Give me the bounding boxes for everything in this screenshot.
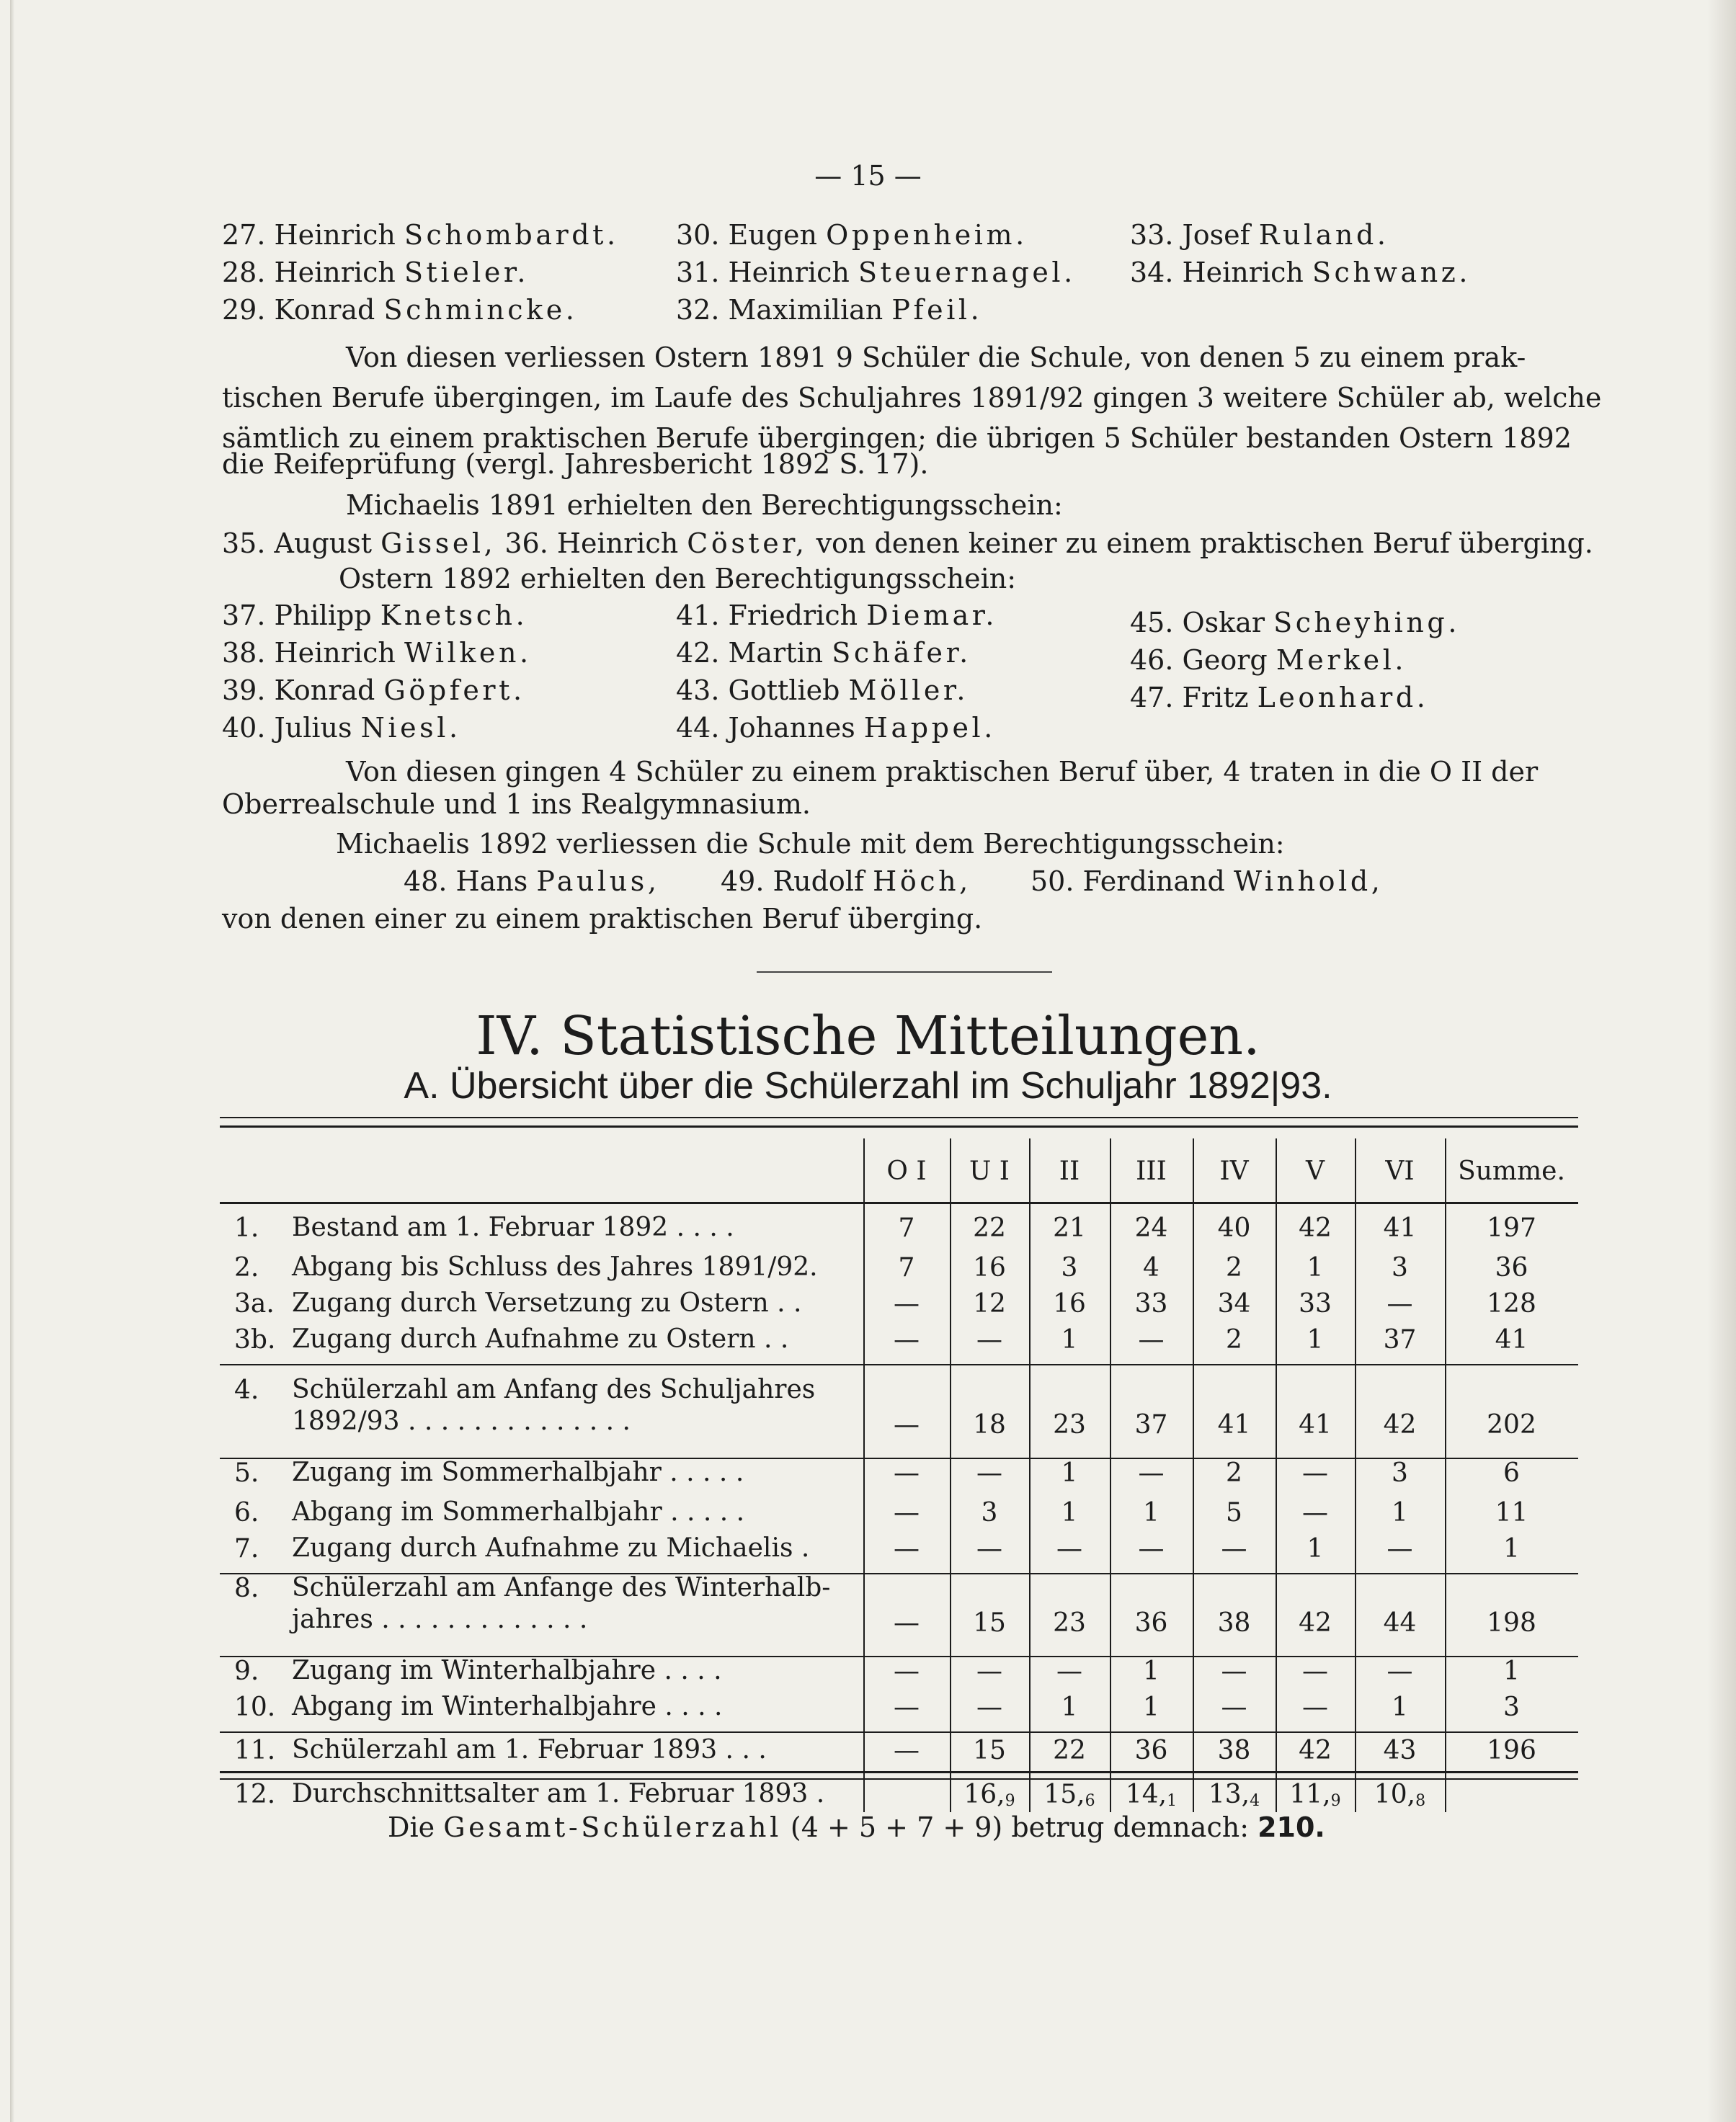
name-47-given: 47. Fritz (1130, 682, 1249, 713)
row-5-col-6: 42 (1383, 1410, 1417, 1440)
age-col-4: $13,_4$ (1208, 1780, 1260, 1810)
row-11-col-7: 3 (1503, 1693, 1520, 1722)
row-2-col-7: 36 (1495, 1253, 1528, 1283)
row-3-col-7: 128 (1487, 1289, 1536, 1319)
row-8-col-7: 1 (1503, 1534, 1520, 1564)
row-9-col-6: 44 (1383, 1608, 1417, 1638)
row-12-col-4: 38 (1217, 1736, 1251, 1765)
row-2-col-2: 3 (1061, 1253, 1078, 1283)
column-rule-0 (863, 1138, 865, 1812)
age-value-1: 16 (963, 1780, 997, 1809)
row-12-col-5: 42 (1299, 1736, 1332, 1765)
row-9-col-1: 15 (973, 1608, 1006, 1638)
age-col-2: $15,_6$ (1043, 1780, 1095, 1810)
name-37-given: 37. Philipp (222, 599, 372, 631)
age-value-5: 11 (1289, 1780, 1323, 1809)
name-43-entry (676, 672, 969, 709)
row-3-col-1: 12 (973, 1289, 1006, 1319)
row-6-col-7: 6 (1503, 1458, 1520, 1488)
row-10-col-1: — (976, 1657, 1002, 1686)
name-43-given: 43. Gottlieb (676, 674, 840, 706)
row-number-9: 8. (234, 1574, 259, 1603)
column-rule-3 (1110, 1138, 1111, 1812)
row-11-col-4: — (1221, 1693, 1247, 1722)
name-47-surname: Leonhard. (1257, 682, 1429, 713)
column-header-3: III (1136, 1156, 1167, 1186)
name-30-surname: Oppenheim. (826, 219, 1028, 251)
row-12-col-6: 43 (1383, 1736, 1417, 1765)
column-rule-2 (1029, 1138, 1031, 1812)
row-6-col-2: 1 (1061, 1458, 1078, 1488)
row-number-4: 3b. (234, 1325, 276, 1355)
row-7-col-4: 5 (1226, 1498, 1242, 1528)
row-6-col-0: — (894, 1458, 920, 1488)
section-divider (757, 971, 1052, 973)
row-separator-4 (220, 1364, 1578, 1365)
row-10-col-2: — (1056, 1657, 1082, 1686)
column-header-4: IV (1219, 1156, 1249, 1186)
row-12-col-3: 36 (1134, 1736, 1168, 1765)
name-42-entry (676, 634, 971, 672)
name-45-surname: Scheyhing. (1273, 607, 1460, 638)
row-2-col-6: 3 (1392, 1253, 1408, 1283)
michaelis-1892-heading: Michaelis 1892 verliessen die Schule mit dem Berechtigungsschein: (336, 828, 1285, 860)
table-header-rule (220, 1202, 1578, 1204)
row-8-col-0: — (894, 1534, 920, 1564)
total-prefix: Die (388, 1811, 435, 1843)
column-header-6: VI (1385, 1156, 1415, 1186)
row-7-col-2: 1 (1061, 1498, 1078, 1528)
row-5-col-3: 37 (1134, 1410, 1168, 1440)
name-37-entry (222, 597, 528, 634)
ostern-1892-heading: Ostern 1892 erhielten den Berechtigungsschein: (339, 563, 1017, 594)
row-1-col-3: 24 (1134, 1213, 1168, 1243)
row-12-col-7: 196 (1487, 1736, 1536, 1765)
age-value-4: 13 (1208, 1780, 1242, 1809)
name-43-surname: Möller. (848, 674, 969, 706)
row-7-col-3: 1 (1143, 1498, 1159, 1528)
row-1-col-1: 22 (973, 1213, 1006, 1243)
name-29-given: 29. Konrad (222, 294, 375, 326)
column-header-2: II (1059, 1156, 1080, 1186)
age-col-1: $16,_9$ (963, 1780, 1015, 1810)
name-41-given: 41. Friedrich (676, 599, 858, 631)
row-11-col-1: — (976, 1693, 1002, 1722)
closing-line: von denen einer zu einem praktischen Beruf überging. (222, 903, 983, 935)
row-8-col-4: — (1221, 1534, 1247, 1564)
row-label-12: Durchschnittsalter am 1. Februar 1893 . (292, 1779, 825, 1809)
name-50-surname: Winhold, (1233, 865, 1384, 897)
row-number-7: 6. (234, 1498, 259, 1528)
row-11-col-2: 1 (1061, 1693, 1078, 1722)
name-39-given: 39. Konrad (222, 674, 375, 706)
row-9-col-5: 42 (1299, 1608, 1332, 1638)
age-value-3: 14 (1125, 1780, 1159, 1809)
column-header-1: U I (969, 1156, 1010, 1186)
row-4-col-7: 41 (1495, 1325, 1528, 1355)
row-4-col-3: — (1138, 1325, 1165, 1355)
total-formula: (4 + 5 + 7 + 9) betrug demnach: (790, 1811, 1249, 1843)
name-39-surname: Göpfert. (383, 674, 525, 706)
name-49-surname: Höch, (873, 865, 971, 897)
name-45-given: 45. Oskar (1130, 607, 1265, 638)
subsection-title: A. Übersicht über die Schülerzahl im Schuljahr 1892|93. (404, 1065, 1332, 1107)
row-7-col-5: — (1302, 1498, 1328, 1528)
row-6-col-4: 2 (1226, 1458, 1242, 1488)
name-39-entry (222, 672, 525, 709)
name-48-entry (404, 862, 660, 900)
row-number-11: 10. (234, 1693, 276, 1722)
name-49-given: 49. Rudolf (721, 865, 865, 897)
row-6-col-5: — (1302, 1458, 1328, 1488)
name-28-given: 28. Heinrich (222, 257, 396, 288)
name-49-entry (721, 862, 971, 900)
row-11-col-3: 1 (1143, 1693, 1159, 1722)
row-3-col-2: 16 (1053, 1289, 1086, 1319)
row-12-col-2: 22 (1053, 1736, 1086, 1765)
name-40-given: 40. Julius (222, 712, 352, 744)
row-5-col-0: — (894, 1410, 920, 1440)
row-10-col-5: — (1302, 1657, 1328, 1686)
row-3-col-4: 34 (1217, 1289, 1251, 1319)
row-3-col-3: 33 (1134, 1289, 1168, 1319)
row-number-2: 2. (234, 1253, 259, 1283)
name-31-given: 31. Heinrich (676, 257, 850, 288)
name-37-surname: Knetsch. (380, 599, 528, 631)
para1-line-3: sämtlich zu einem praktischen Berufe übergingen; die übrigen 5 Schüler bestanden Ostern 1892 (222, 422, 1572, 454)
row-4-col-5: 1 (1307, 1325, 1324, 1355)
gissel-name: Gissel, (380, 527, 497, 559)
row-number-12: 12. (234, 1780, 276, 1809)
age-col-6: $10,_8$ (1374, 1780, 1426, 1810)
row-11-col-5: — (1302, 1693, 1328, 1722)
column-rule-6 (1355, 1138, 1356, 1812)
name-28-surname: Stieler. (404, 257, 530, 288)
row-label-7-0: Abgang im Sommerhalbjahr . . . . . (292, 1497, 745, 1527)
row-4-col-6: 37 (1383, 1325, 1417, 1355)
row-8-col-5: 1 (1307, 1534, 1324, 1564)
row-number-1: 1. (234, 1213, 259, 1243)
name-31-entry (676, 254, 1076, 291)
age-decimal-5: 9 (1330, 1792, 1341, 1810)
row-label-8-0: Zugang durch Aufnahme zu Michaelis . (292, 1533, 810, 1563)
row-number-10: 9. (234, 1657, 259, 1686)
row-6-col-3: — (1138, 1458, 1165, 1488)
row-label-4-0: Zugang durch Aufnahme zu Ostern . . (292, 1324, 789, 1354)
row-9-col-0: — (894, 1608, 920, 1638)
row-2-col-1: 16 (973, 1253, 1006, 1283)
column-rule-5 (1276, 1138, 1277, 1812)
row-label-3-0: Zugang durch Versetzung zu Ostern . . (292, 1288, 802, 1318)
row-10-col-4: — (1221, 1657, 1247, 1686)
row-5-col-1: 18 (973, 1410, 1006, 1440)
para2-line-1: Von diesen gingen 4 Schüler zu einem praktischen Beruf über, 4 traten in die O II der (346, 756, 1539, 788)
column-header-7: Summe. (1458, 1156, 1565, 1186)
row-1-col-2: 21 (1053, 1213, 1086, 1243)
coster-prefix: 36. Heinrich (504, 527, 679, 559)
name-33-surname: Ruland. (1258, 219, 1389, 251)
name-46-surname: Merkel. (1276, 644, 1407, 676)
name-48-surname: Paulus, (536, 865, 660, 897)
row-3-col-5: 33 (1299, 1289, 1332, 1319)
row-5-col-4: 41 (1217, 1410, 1251, 1440)
table-top-rule-1 (220, 1117, 1578, 1118)
total-line (388, 1809, 1325, 1846)
para1-line-1: Von diesen verliessen Ostern 1891 9 Schüler die Schule, von denen 5 zu einem prak- (346, 342, 1526, 373)
row-2-col-4: 2 (1226, 1253, 1242, 1283)
row-5-col-7: 202 (1487, 1410, 1536, 1440)
section-title: IV. Statistische Mitteilungen. (476, 1005, 1260, 1067)
age-decimal-4: 4 (1250, 1792, 1260, 1810)
name-32-entry (676, 291, 982, 329)
name-47-entry (1130, 679, 1428, 716)
row-5-col-2: 23 (1053, 1410, 1086, 1440)
row-label-9-0: Schülerzahl am Anfange des Winterhalb- (292, 1573, 831, 1602)
name-44-surname: Happel. (863, 712, 996, 744)
name-30-entry (676, 216, 1028, 254)
name-40-surname: Niesl. (360, 712, 461, 744)
para2-line-2: Oberrealschule und 1 ins Realgymnasium. (222, 788, 811, 820)
row-4-col-4: 2 (1226, 1325, 1242, 1355)
row-label-5-1: 1892/93 . . . . . . . . . . . . . . (292, 1407, 631, 1436)
name-48-given: 48. Hans (404, 865, 528, 897)
row-9-col-2: 23 (1053, 1608, 1086, 1638)
row-2-col-0: 7 (898, 1253, 915, 1283)
row-8-col-2: — (1056, 1534, 1082, 1564)
name-32-surname: Pfeil. (891, 294, 983, 326)
row-2-col-5: 1 (1307, 1253, 1324, 1283)
age-decimal-1: 9 (1005, 1792, 1015, 1810)
row-10-col-0: — (894, 1657, 920, 1686)
row-label-11-0: Abgang im Winterhalbjahre . . . . (292, 1692, 723, 1721)
name-27-surname: Schombardt. (404, 219, 619, 251)
row-3-col-0: — (894, 1289, 920, 1319)
row-number-3: 3a. (234, 1289, 275, 1319)
row-1-col-5: 42 (1299, 1213, 1332, 1243)
row-1-col-7: 197 (1487, 1213, 1536, 1243)
name-27-entry (222, 216, 619, 254)
row-9-col-4: 38 (1217, 1608, 1251, 1638)
name-28-entry (222, 254, 529, 291)
row-label-12-0: Schülerzahl am 1. Februar 1893 . . . (292, 1735, 767, 1765)
page-number: — 15 — (814, 160, 922, 192)
gissel-coster-line (222, 525, 1593, 562)
row-7-col-7: 11 (1495, 1498, 1528, 1528)
row-10-col-3: 1 (1143, 1657, 1159, 1686)
row-5-col-5: 41 (1299, 1410, 1332, 1440)
column-rule-4 (1193, 1138, 1194, 1812)
age-value-2: 15 (1043, 1780, 1077, 1809)
row-12-col-0: — (894, 1736, 920, 1765)
row-number-12: 11. (234, 1736, 276, 1765)
row-6-col-6: 3 (1392, 1458, 1408, 1488)
name-34-given: 34. Heinrich (1130, 257, 1304, 288)
row-label-2-0: Abgang bis Schluss des Jahres 1891/92. (292, 1252, 818, 1282)
name-42-given: 42. Martin (676, 637, 824, 669)
row-label-5-0: Schülerzahl am Anfang des Schuljahres (292, 1375, 816, 1404)
table-top-rule-2 (220, 1125, 1578, 1128)
name-44-given: 44. Johannes (676, 712, 855, 744)
row-4-col-0: — (894, 1325, 920, 1355)
row-2-col-3: 4 (1143, 1253, 1159, 1283)
column-header-0: O I (886, 1156, 927, 1186)
row-1-col-4: 40 (1217, 1213, 1251, 1243)
age-col-5: $11,_9$ (1289, 1780, 1341, 1810)
name-45-entry (1130, 604, 1460, 641)
total-label: Gesamt-Schülerzahl (443, 1811, 782, 1843)
age-decimal-6: 8 (1415, 1792, 1426, 1810)
column-header-5: V (1306, 1156, 1325, 1186)
row-number-8: 7. (234, 1534, 259, 1564)
column-rule-1 (950, 1138, 951, 1812)
name-50-given: 50. Ferdinand (1031, 865, 1225, 897)
row-number-6: 5. (234, 1458, 259, 1488)
gissel-coster-tail: von denen keiner zu einem praktischen Beruf überging. (816, 527, 1593, 559)
row-9-col-7: 198 (1487, 1608, 1536, 1638)
name-30-given: 30. Eugen (676, 219, 818, 251)
row-10-col-7: 1 (1503, 1657, 1520, 1686)
name-29-surname: Schmincke. (383, 294, 578, 326)
row-12-col-1: 15 (973, 1736, 1006, 1765)
row-label-6-0: Zugang im Sommerhalbjahr . . . . . (292, 1458, 744, 1487)
row-7-col-1: 3 (981, 1498, 998, 1528)
name-31-surname: Steuernagel. (858, 257, 1076, 288)
row-8-col-3: — (1138, 1534, 1165, 1564)
column-rule-7 (1445, 1138, 1446, 1812)
para1-line-2: tischen Berufe übergingen, im Laufe des Schuljahres 1891/92 gingen 3 weitere Schüler ab, welche (222, 382, 1602, 414)
name-33-entry (1130, 216, 1389, 254)
name-38-given: 38. Heinrich (222, 637, 396, 669)
table-age-rule (220, 1771, 1578, 1773)
age-decimal-2: 6 (1085, 1792, 1095, 1810)
name-29-entry (222, 291, 577, 329)
row-number-5: 4. (234, 1376, 259, 1405)
row-11-col-0: — (894, 1693, 920, 1722)
name-50-entry (1031, 862, 1383, 900)
name-33-given: 33. Josef (1130, 219, 1250, 251)
row-1-col-6: 41 (1383, 1213, 1417, 1243)
row-1-col-0: 7 (898, 1213, 915, 1243)
name-44-entry (676, 709, 996, 746)
name-41-entry (676, 597, 997, 634)
row-4-col-2: 1 (1061, 1325, 1078, 1355)
gissel-prefix: 35. August (222, 527, 372, 559)
name-34-entry (1130, 254, 1471, 291)
name-38-surname: Wilken. (404, 637, 532, 669)
row-8-col-1: — (976, 1534, 1002, 1564)
michaelis-1891-heading: Michaelis 1891 erhielten den Berechtigungsschein: (346, 489, 1063, 521)
total-value: 210. (1258, 1811, 1325, 1843)
name-34-surname: Schwanz. (1312, 257, 1471, 288)
row-label-1-0: Bestand am 1. Februar 1892 . . . . (292, 1213, 734, 1242)
row-6-col-1: — (976, 1458, 1002, 1488)
name-46-given: 46. Georg (1130, 644, 1268, 676)
name-32-given: 32. Maximilian (676, 294, 883, 326)
row-10-col-6: — (1386, 1657, 1413, 1686)
name-41-surname: Diemar. (866, 599, 997, 631)
row-label-9-1: jahres . . . . . . . . . . . . . (292, 1605, 588, 1634)
row-7-col-0: — (894, 1498, 920, 1528)
name-38-entry (222, 634, 532, 672)
row-9-col-3: 36 (1134, 1608, 1168, 1638)
name-27-given: 27. Heinrich (222, 219, 396, 251)
row-11-col-6: 1 (1392, 1693, 1408, 1722)
row-3-col-6: — (1386, 1289, 1413, 1319)
row-4-col-1: — (976, 1325, 1002, 1355)
name-46-entry (1130, 641, 1407, 679)
coster-name: Cöster, (687, 527, 808, 559)
row-7-col-6: 1 (1392, 1498, 1408, 1528)
age-decimal-3: 1 (1167, 1792, 1178, 1810)
row-8-col-6: — (1386, 1534, 1413, 1564)
name-40-entry (222, 709, 461, 746)
row-label-10-0: Zugang im Winterhalbjahre . . . . (292, 1656, 722, 1685)
row-separator-11 (220, 1731, 1578, 1733)
name-42-surname: Schäfer. (832, 637, 971, 669)
age-col-3: $14,_1$ (1125, 1780, 1178, 1810)
age-value-6: 10 (1374, 1780, 1407, 1809)
para1-line-4: die Reifeprüfung (vergl. Jahresbericht 1892 S. 17). (222, 448, 929, 480)
